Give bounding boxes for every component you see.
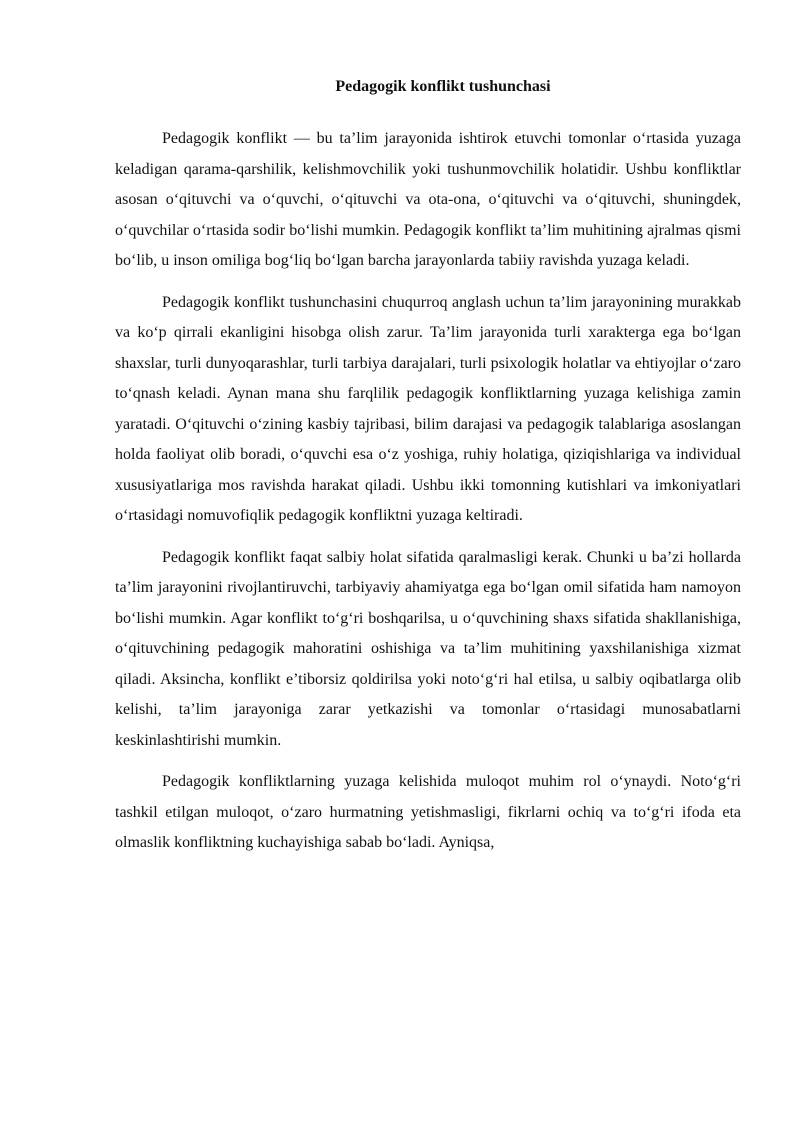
paragraph-4: Pedagogik konfliktlarning yuzaga kelishida muloqot muhim rol o‘ynaydi. Noto‘g‘ri tashkil etilgan muloqot, o‘zaro hurmatning yetishmasligi, fikrlarni ochiq va to‘g‘ri ifoda eta olmaslik konfliktning kuchayishiga sabab bo‘ladi. Ayniqsa, bbox=[115, 773, 741, 851]
paragraph-1: Pedagogik konflikt — bu ta’lim jarayonida ishtirok etuvchi tomonlar o‘rtasida yuzaga keladigan qarama-qarshilik, kelishmovchilik yoki tushunmovchilik holatidir. Ushbu konfliktlar asosan o‘qituvchi va o‘quvchi, o‘qituvchi va ota-ona, o‘qituvchi va o‘qituvchi, shuningdek, o‘quvchilar o‘rtasida sodir bo‘lishi mumkin. Pedagogik konflikt ta’lim muhitining ajralmas qismi bo‘lib, u inson omiliga bog‘liq bo‘lgan barcha jarayonlarda tabiiy ravishda yuzaga keladi. bbox=[115, 130, 741, 269]
paragraph-3: Pedagogik konflikt faqat salbiy holat sifatida qaralmasligi kerak. Chunki u ba’zi hollarda ta’lim jarayonini rivojlantiruvchi, tarbiyaviy ahamiyatga ega bo‘lgan omil sifatida ham namoyon bo‘lishi mumkin. Agar konflikt to‘g‘ri boshqarilsa, u o‘quvchining shaxs sifatida shakllanishiga, o‘qituvchining pedagogik mahoratini oshishiga va ta’lim muhitining yaxshilanishiga xizmat qiladi. Aksincha, konflikt e’tiborsiz qoldirilsa yoki noto‘g‘ri hal etilsa, u salbiy oqibatlarga olib kelishi, ta’lim jarayoniga zarar yetkazishi va tomonlar o‘rtasidagi munosabatlarni keskinlashtirishi mumkin. bbox=[115, 548, 741, 749]
paragraph-2: Pedagogik konflikt tushunchasini chuqurroq anglash uchun ta’lim jarayonining murakkab va ko‘p qirrali ekanligini hisobga olish zarur. Ta’lim jarayonida turli xarakterga ega bo‘lgan shaxslar, turli dunyoqarashlar, turli tarbiya darajalari, turli psixologik holatlar va ehtiyojlar o‘zaro to‘qnash keladi. Aynan mana shu farqlilik pedagogik konfliktlarning yuzaga kelishiga zamin yaratadi. O‘qituvchi o‘zining kasbiy tajribasi, bilim darajasi va pedagogik talablariga asoslangan holda faoliyat olib boradi, o‘quvchi esa o‘z yoshiga, ruhiy holatiga, qiziqishlariga va individual xususiyatlariga mos ravishda harakat qiladi. Ushbu ikki tomonning kutishlari va imkoniyatlari o‘rtasidagi nomuvofiqlik pedagogik konfliktni yuzaga keltiradi. bbox=[115, 293, 741, 524]
document-body bbox=[115, 124, 741, 870]
document-title: Pedagogik konflikt tushunchasi bbox=[335, 78, 551, 95]
